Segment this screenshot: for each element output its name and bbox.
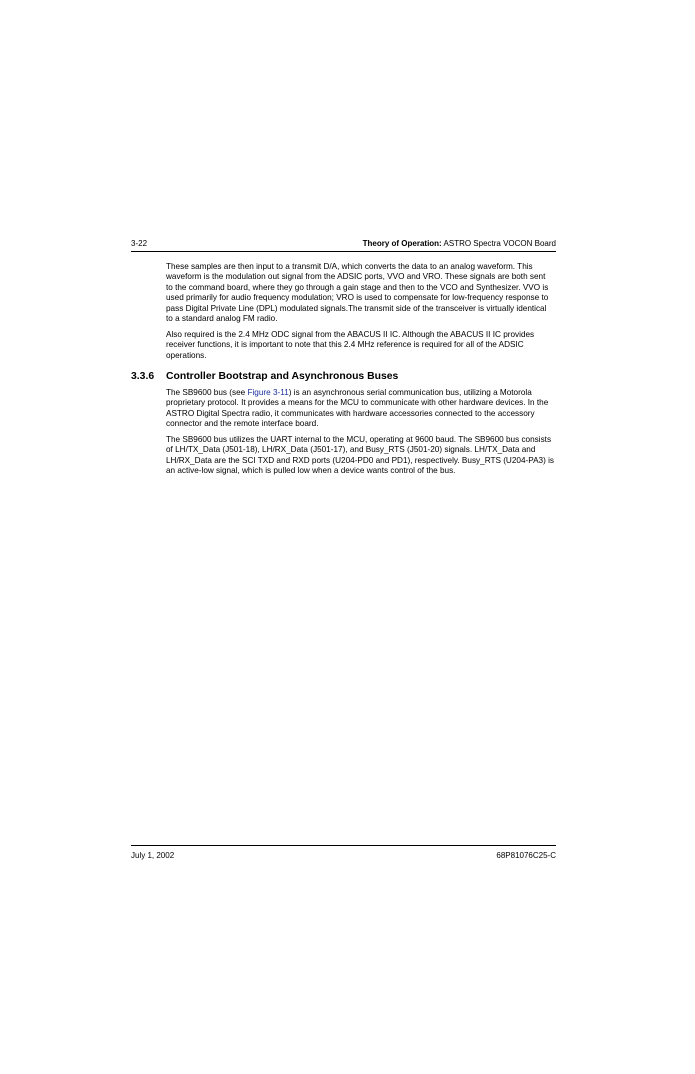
page-header — [131, 238, 556, 250]
running-title — [363, 238, 556, 250]
page-footer — [131, 850, 556, 862]
header-rule — [131, 251, 556, 252]
paragraph-sb9600-bus-start: The SB9600 bus (see — [166, 388, 248, 397]
paragraph-sb9600-bus-rest: ) is an asynchronous serial communication bus, utilizing a Motorola proprietary protocol. It provides a means for the MCU to communicate with other hardware devices. In the ASTRO Digital Spectra radio, it communicates with hardware accessories connected to the accessory connector and the remote interface board. — [166, 388, 549, 429]
page-number: 3-22 — [131, 239, 148, 248]
section-title: Controller Bootstrap and Asynchronous Buses — [166, 371, 399, 382]
footer-rule — [131, 845, 556, 846]
paragraph-sb9600-bus — [166, 388, 554, 430]
running-title-bold: Theory of Operation: — [362, 239, 442, 248]
document-number: 68P81076C25-C — [496, 851, 556, 860]
section-number: 3.3.6 — [131, 371, 155, 382]
paragraph-sb9600-uart: The SB9600 bus utilizes the UART internal to the MCU, operating at 9600 baud. The SB9600 bus consists of LH/TX_Data (J501-18), LH/RX_Data (J501-17), and Busy_RTS (J501-20) signals. LH/TX_Data and LH/RX_Data are the SCI TXD and RXD ports (U204-PD0 and PD1), respectively. Busy_RTS (U204-PA3) is an active-low signal, which is pulled low when a device wants control of the bus. — [166, 435, 555, 476]
paragraph-odc-signal: Also required is the 2.4 MHz ODC signal from the ABACUS II IC. Although the ABACUS II IC provides receiver functions, it is important to note that this 2.4 MHz reference is required for all of the ADSIC operations. — [166, 330, 535, 360]
section-heading — [131, 370, 556, 383]
running-title-rest: ASTRO Spectra VOCON Board — [441, 239, 556, 248]
footer-date: July 1, 2002 — [131, 851, 175, 860]
paragraph-transmit-da: These samples are then input to a transmit D/A, which converts the data to an analog waveform. This waveform is the modulation out signal from the ADSIC ports, VVO and VRO. These signals are both sent to the command board, where they go through a gain stage and then to the VCO and Synthesizer. VVO is used primarily for audio frequency modulation; VRO is used to compensate for low-frequency response to pass Digital Private Line (DPL) modulated signals.The transmit side of the transceiver is virtually identical to a standard analog FM radio. — [166, 262, 549, 324]
figure-link[interactable]: Figure 3-11 — [247, 388, 289, 397]
